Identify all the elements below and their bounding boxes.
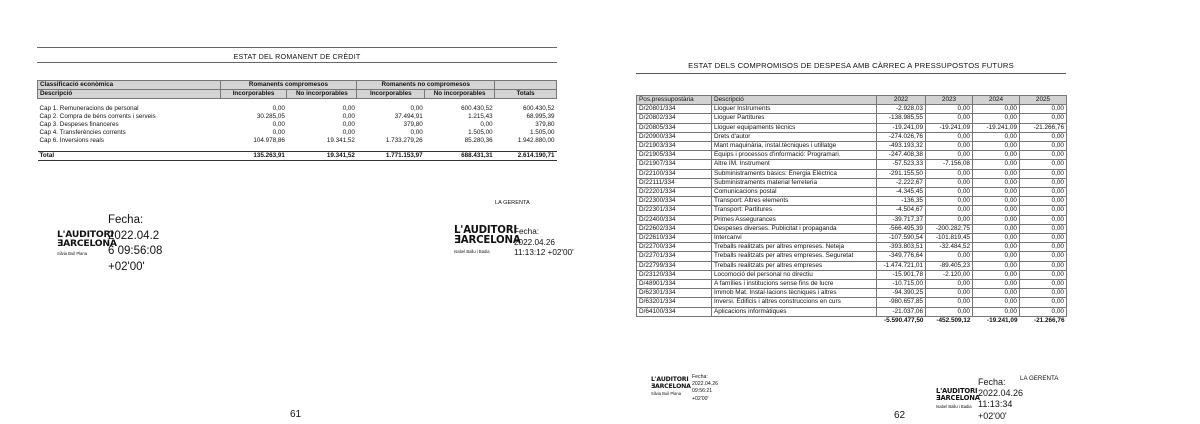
row-description: Aplicacions informàtiques <box>712 307 877 316</box>
page-number: 61 <box>290 409 302 420</box>
row-value: 0,00 <box>1020 197 1067 206</box>
total-value: 19.341,52 <box>287 152 357 161</box>
compromisos-body <box>637 105 1067 317</box>
total-value: 688.431,31 <box>425 152 495 161</box>
table-row <box>637 224 1067 233</box>
romanent-body <box>38 105 557 145</box>
row-description: Cap 4. Transferències corrents <box>39 129 126 136</box>
table-row <box>637 298 1067 307</box>
table-row <box>637 105 1067 114</box>
row-value: -980.657,85 <box>877 298 926 307</box>
timezone-value: +02'00' <box>108 260 145 273</box>
signer-name: Isabel Ballu i Badia <box>936 404 972 409</box>
romanent-total-row <box>38 152 557 161</box>
row-value: 0,00 <box>1020 261 1067 270</box>
row-value: -247.408,38 <box>877 151 926 160</box>
row-description: Subministraments material ferreteria <box>712 178 877 187</box>
sub-header-cell: No incorporables <box>425 90 495 99</box>
signature-date <box>978 377 1048 422</box>
row-value: 0,00 <box>973 197 1020 206</box>
compromisos-total-row <box>637 316 1067 325</box>
row-value: 85.280,36 <box>464 137 493 144</box>
row-value: 0,00 <box>1020 307 1067 316</box>
table-row <box>637 123 1067 132</box>
row-value: 68.995,39 <box>526 113 555 120</box>
logo-line2: ƎARCELONA <box>651 382 691 390</box>
row-position: D/64100/334 <box>637 307 712 316</box>
table-row <box>637 243 1067 252</box>
row-description: Treballs realitzats per altres empreses. Seguretat <box>712 252 877 261</box>
row-description: Lloguer Partitures <box>712 114 877 123</box>
row-position: D/22701/334 <box>637 252 712 261</box>
row-description: Subministraments bàsics: Energia Elèctrica <box>712 169 877 178</box>
row-position: D/20802/334 <box>637 114 712 123</box>
row-description: Locomoció del personal no directiu <box>712 270 877 279</box>
row-value: 0,00 <box>1020 132 1067 141</box>
row-position: D/22300/334 <box>637 197 712 206</box>
header-cell: 2024 <box>973 96 1020 105</box>
row-value: -138.985,55 <box>877 114 926 123</box>
table-row <box>637 289 1067 298</box>
row-value: 0,00 <box>973 160 1020 169</box>
timezone-value: +02'00' <box>692 395 709 402</box>
row-value: 0,00 <box>926 197 973 206</box>
row-position: D/22799/334 <box>637 261 712 270</box>
date-value: 2022.04.26 <box>978 388 1024 399</box>
row-value: 0,00 <box>1020 169 1067 178</box>
row-value: -39.717,37 <box>877 215 926 224</box>
row-value: 0,00 <box>973 243 1020 252</box>
row-description: Mant maquinària, instal.tècniques i utillatge <box>712 142 877 151</box>
row-value: 0,00 <box>926 142 973 151</box>
row-value: 0,00 <box>973 105 1020 114</box>
table-row <box>637 178 1067 187</box>
row-value: -2.928,03 <box>877 105 926 114</box>
row-value: 19.341,52 <box>326 137 355 144</box>
row-position: D/22201/334 <box>637 188 712 197</box>
sub-header-cell: Totals <box>495 90 557 99</box>
row-value: 0,00 <box>973 252 1020 261</box>
row-value: 0,00 <box>410 129 423 136</box>
row-position: D/20805/334 <box>637 123 712 132</box>
sub-header-cell: No incorporables <box>287 90 357 99</box>
row-value: 600.430,52 <box>522 105 555 112</box>
table-row <box>38 113 557 121</box>
row-value: 0,00 <box>1020 160 1067 169</box>
row-value: 0,00 <box>1020 114 1067 123</box>
row-value: -274.026,76 <box>877 132 926 141</box>
row-value: -4.345,45 <box>877 188 926 197</box>
header-cell: 2025 <box>1020 96 1067 105</box>
row-value: -1.474.721,01 <box>877 261 926 270</box>
row-value: 0,00 <box>342 129 355 136</box>
table-row <box>637 169 1067 178</box>
row-value: 1.942.880,00 <box>517 137 555 144</box>
row-value: 104.978,86 <box>253 137 285 144</box>
row-value: 0,00 <box>973 132 1020 141</box>
table-row <box>637 197 1067 206</box>
table-row <box>38 121 557 129</box>
row-description: Transport: Altres elements <box>712 197 877 206</box>
header-cell: Pos.pressupostària <box>637 96 712 105</box>
logo-line2: ƎARCELONA <box>454 235 521 246</box>
row-value: 0,00 <box>1020 252 1067 261</box>
row-value: 0,00 <box>1020 178 1067 187</box>
row-description: Treballs realitzats per altres empreses <box>712 261 877 270</box>
row-value: 600.430,52 <box>461 105 493 112</box>
row-value: 0,00 <box>973 206 1020 215</box>
table-row <box>637 206 1067 215</box>
row-value: 0,00 <box>1020 224 1067 233</box>
row-value: -566.495,39 <box>877 224 926 233</box>
title-rule-bottom <box>37 62 557 63</box>
date-label: Fecha: <box>978 377 1006 387</box>
row-value: 0,00 <box>926 252 973 261</box>
total-value: -5.590.477,50 <box>884 316 924 324</box>
row-value: -32.484,52 <box>926 243 973 252</box>
page-number: 62 <box>894 410 906 421</box>
compromisos-table <box>636 95 1067 325</box>
row-value: 0,00 <box>973 188 1020 197</box>
row-value: 0,00 <box>926 188 973 197</box>
row-value: 379,80 <box>535 121 555 128</box>
sub-header-cell: Descripció <box>38 90 221 99</box>
timezone-value: +02'00' <box>978 410 1007 421</box>
table-row <box>38 129 557 137</box>
row-value: -19.241,09 <box>926 123 973 132</box>
row-value: -4.504,67 <box>877 206 926 215</box>
total-spacer <box>712 316 877 325</box>
table-row <box>38 137 557 145</box>
header-romanents-no-compromesos: Romanents no compromesos <box>357 81 495 90</box>
row-value: 1.215,43 <box>468 113 493 120</box>
date-value: 2022.04.26 <box>692 381 718 388</box>
date-label: Fecha: <box>692 374 708 380</box>
row-description: Cap 3. Despeses financeres <box>39 121 119 128</box>
row-value: -107.590,54 <box>877 234 926 243</box>
row-description: Drets d'autor <box>712 132 877 141</box>
table-row <box>637 280 1067 289</box>
table-row <box>38 105 557 113</box>
row-value: 0,00 <box>973 169 1020 178</box>
signer-name: Isabel Ballu i Badia <box>454 249 490 254</box>
row-value: 0,00 <box>1020 142 1067 151</box>
row-value: 0,00 <box>480 121 493 128</box>
signature-date <box>514 227 604 259</box>
title-rule-top <box>37 47 557 48</box>
row-value: -21.266,76 <box>1020 123 1067 132</box>
row-value: 0,00 <box>1020 298 1067 307</box>
table-row <box>637 252 1067 261</box>
row-value: 0,00 <box>973 224 1020 233</box>
row-position: D/22700/334 <box>637 243 712 252</box>
row-value: 0,00 <box>342 121 355 128</box>
row-position: D/22602/334 <box>637 224 712 233</box>
time-value: 11:13:12 +02'00' <box>514 248 574 257</box>
row-position: D/22610/334 <box>637 234 712 243</box>
row-value: 0,00 <box>1020 289 1067 298</box>
signature-label: LA GERENTA <box>1020 375 1059 382</box>
row-position: D/23120/334 <box>637 270 712 279</box>
row-value: 1.505,00 <box>468 129 493 136</box>
signature-date <box>692 374 742 403</box>
row-description: A famílies i institucions sense fins de lucre <box>712 280 877 289</box>
total-spacer <box>637 316 712 325</box>
row-value: -21.037,06 <box>877 307 926 316</box>
total-value: 135.263,91 <box>220 152 287 161</box>
logo-line1: L'AUDITORI <box>651 376 689 383</box>
row-value: 0,00 <box>1020 206 1067 215</box>
row-value: 0,00 <box>926 215 973 224</box>
title-rule <box>636 73 1066 74</box>
row-value: 1.505,00 <box>529 129 555 136</box>
row-value: 0,00 <box>973 307 1020 316</box>
row-position: D/22100/334 <box>637 169 712 178</box>
logo-line1: L'AUDITORI <box>57 229 114 240</box>
table-row <box>637 261 1067 270</box>
sub-header-cell: Incorporables <box>220 90 287 99</box>
table-row <box>637 160 1067 169</box>
row-value: -200.282,75 <box>926 224 973 233</box>
auditori-logo <box>454 226 521 257</box>
row-value: 0,00 <box>973 289 1020 298</box>
total-label: Total <box>38 152 221 161</box>
row-description: Lloguer equipaments tècnics <box>712 123 877 132</box>
row-position: D/21903/334 <box>637 142 712 151</box>
row-value: -57.523,33 <box>877 160 926 169</box>
row-description: Primes Assegurances <box>712 215 877 224</box>
row-value: 0,00 <box>1020 270 1067 279</box>
table-row <box>637 142 1067 151</box>
row-value: 0,00 <box>973 151 1020 160</box>
header-romanents-compromesos: Romanents compromesos <box>220 81 357 90</box>
row-position: D/62301/334 <box>637 289 712 298</box>
table-row <box>637 132 1067 141</box>
row-value: 0,00 <box>973 261 1020 270</box>
header-cell: 2023 <box>926 96 973 105</box>
row-value: 0,00 <box>973 280 1020 289</box>
row-position: D/63201/334 <box>637 298 712 307</box>
romanent-sub-header-row <box>38 90 557 99</box>
row-value: 0,00 <box>973 114 1020 123</box>
row-description: Transport: Partitures <box>712 206 877 215</box>
row-value: -2.120,00 <box>926 270 973 279</box>
row-value: 0,00 <box>926 206 973 215</box>
row-value: 0,00 <box>342 105 355 112</box>
row-value: -94.390,25 <box>877 289 926 298</box>
row-value: 0,00 <box>1020 280 1067 289</box>
romanent-group-header-row <box>38 81 557 90</box>
romanent-table <box>37 80 557 161</box>
row-value: 0,00 <box>272 105 285 112</box>
row-description: Intercanvi <box>712 234 877 243</box>
logo-line2: ƎARCELONA <box>936 394 980 402</box>
row-description: Immob Mat. Instal·lacions tècniques i altres <box>712 289 877 298</box>
row-value: -101.819,45 <box>926 234 973 243</box>
row-value: 0,00 <box>272 129 285 136</box>
table-row <box>637 151 1067 160</box>
row-value: 0,00 <box>973 298 1020 307</box>
row-position: D/20801/334 <box>637 105 712 114</box>
row-value: 0,00 <box>973 215 1020 224</box>
date-value: 2022.04.2 <box>108 229 160 242</box>
date-label: Fecha: <box>108 214 144 226</box>
row-description: Lloguer Instruments <box>712 105 877 114</box>
row-position: D/21905/334 <box>637 151 712 160</box>
row-value: 0,00 <box>973 234 1020 243</box>
row-value: 0,00 <box>973 142 1020 151</box>
logo-line1: L'AUDITORI <box>936 387 978 395</box>
row-value: 0,00 <box>926 114 973 123</box>
signature-label: LA GERENTA <box>495 200 530 206</box>
row-value: 0,00 <box>926 298 973 307</box>
row-description: Equips i processos d'informació: Programari. <box>712 151 877 160</box>
table-row <box>637 307 1067 316</box>
row-value: 0,00 <box>926 151 973 160</box>
row-value: 0,00 <box>926 132 973 141</box>
row-description: Inversi. Edificis i altres construccions en curs <box>712 298 877 307</box>
row-value: 0,00 <box>1020 188 1067 197</box>
logo-line2: ƎARCELONA <box>57 238 117 249</box>
row-value: 30.285,05 <box>256 113 285 120</box>
row-value: 0,00 <box>926 105 973 114</box>
row-description: Treballs realitzats per altres empreses. Neteja <box>712 243 877 252</box>
logo-line1: L'AUDITORI <box>454 225 517 236</box>
row-value: 1.733.279,26 <box>385 137 423 144</box>
compromisos-title: ESTAT DELS COMPROMISOS DE DESPESA AMB CÀRREC A PRESSUPOSTOS FUTURS <box>688 61 1014 70</box>
row-value: -2.222,67 <box>877 178 926 187</box>
total-value: 1.771.153,97 <box>357 152 425 161</box>
total-value: -21.266,76 <box>1033 316 1065 324</box>
row-position: D/20900/334 <box>637 132 712 141</box>
header-empty <box>495 81 557 90</box>
row-position: D/22400/334 <box>637 215 712 224</box>
row-position: D/48901/334 <box>637 280 712 289</box>
row-value: 0,00 <box>1020 234 1067 243</box>
table-row <box>637 188 1067 197</box>
row-value: -291.155,50 <box>877 169 926 178</box>
row-value: 0,00 <box>272 121 285 128</box>
date-label: Fecha: <box>514 227 540 236</box>
row-value: 37.494,91 <box>394 113 423 120</box>
table-row <box>637 114 1067 123</box>
header-cell: Descripció <box>712 96 877 105</box>
total-value: 2.614.190,71 <box>495 152 557 161</box>
signature-date <box>108 213 178 275</box>
time-value: 11:13:34 <box>978 399 1013 410</box>
row-value: -89.405,23 <box>926 261 973 270</box>
row-value: 0,00 <box>342 113 355 120</box>
row-value: -136,35 <box>877 197 926 206</box>
row-description: Cap 2. Compra de béns corrents i serveis <box>39 113 156 120</box>
auditori-logo <box>936 388 980 410</box>
row-value: 0,00 <box>926 169 973 178</box>
header-classificacio: Classificació econòmica <box>38 81 221 90</box>
row-position: D/21907/334 <box>637 160 712 169</box>
romanent-title: ESTAT DEL ROMANENT DE CRÈDIT <box>233 52 361 61</box>
compromisos-header-row <box>637 96 1067 105</box>
row-value: 0,00 <box>973 270 1020 279</box>
row-value: 0,00 <box>973 178 1020 187</box>
row-position: D/22301/334 <box>637 206 712 215</box>
row-description: Cap 1. Remuneracions de personal <box>39 105 139 112</box>
row-value: 0,00 <box>1020 243 1067 252</box>
table-row <box>637 234 1067 243</box>
time-value: 6 09:56:08 <box>108 245 163 257</box>
row-value: 0,00 <box>926 280 973 289</box>
row-value: -19.241,09 <box>877 123 926 132</box>
row-description: Despeses diverses. Publicitat i propaganda <box>712 224 877 233</box>
row-value: 0,00 <box>926 289 973 298</box>
total-value: -452.509,12 <box>936 316 971 324</box>
row-value: -15.901,78 <box>877 270 926 279</box>
row-value: -7.156,08 <box>926 160 973 169</box>
row-value: -10.715,00 <box>877 280 926 289</box>
auditori-logo <box>651 377 691 398</box>
row-description: Altre IM. Instrument <box>712 160 877 169</box>
row-value: -393.803,51 <box>877 243 926 252</box>
total-value: -19.241,09 <box>986 316 1018 324</box>
sub-header-cell: Incorporables <box>357 90 425 99</box>
row-value: 0,00 <box>1020 215 1067 224</box>
row-value: 0,00 <box>926 178 973 187</box>
row-description: Cap 6. Inversions reals <box>39 137 104 144</box>
row-position: D/22111/334 <box>637 178 712 187</box>
header-cell: 2022 <box>877 96 926 105</box>
time-value: 09:56:21 <box>692 388 713 395</box>
row-value: 379,80 <box>403 121 423 128</box>
row-value: 0,00 <box>1020 105 1067 114</box>
row-value: 0,00 <box>410 105 423 112</box>
row-value: -349.776,64 <box>877 252 926 261</box>
signer-name: Silvia Buil Plana <box>651 391 682 396</box>
row-description: Comunicacions postal <box>712 188 877 197</box>
date-value: 2022.04.26 <box>514 237 555 247</box>
signer-name: Silvia Buil Plana <box>57 251 88 256</box>
row-value: 0,00 <box>926 307 973 316</box>
table-row <box>637 215 1067 224</box>
row-value: 0,00 <box>1020 151 1067 160</box>
table-row <box>637 270 1067 279</box>
row-value: -19.241,09 <box>973 123 1020 132</box>
row-value: -493.193,32 <box>877 142 926 151</box>
